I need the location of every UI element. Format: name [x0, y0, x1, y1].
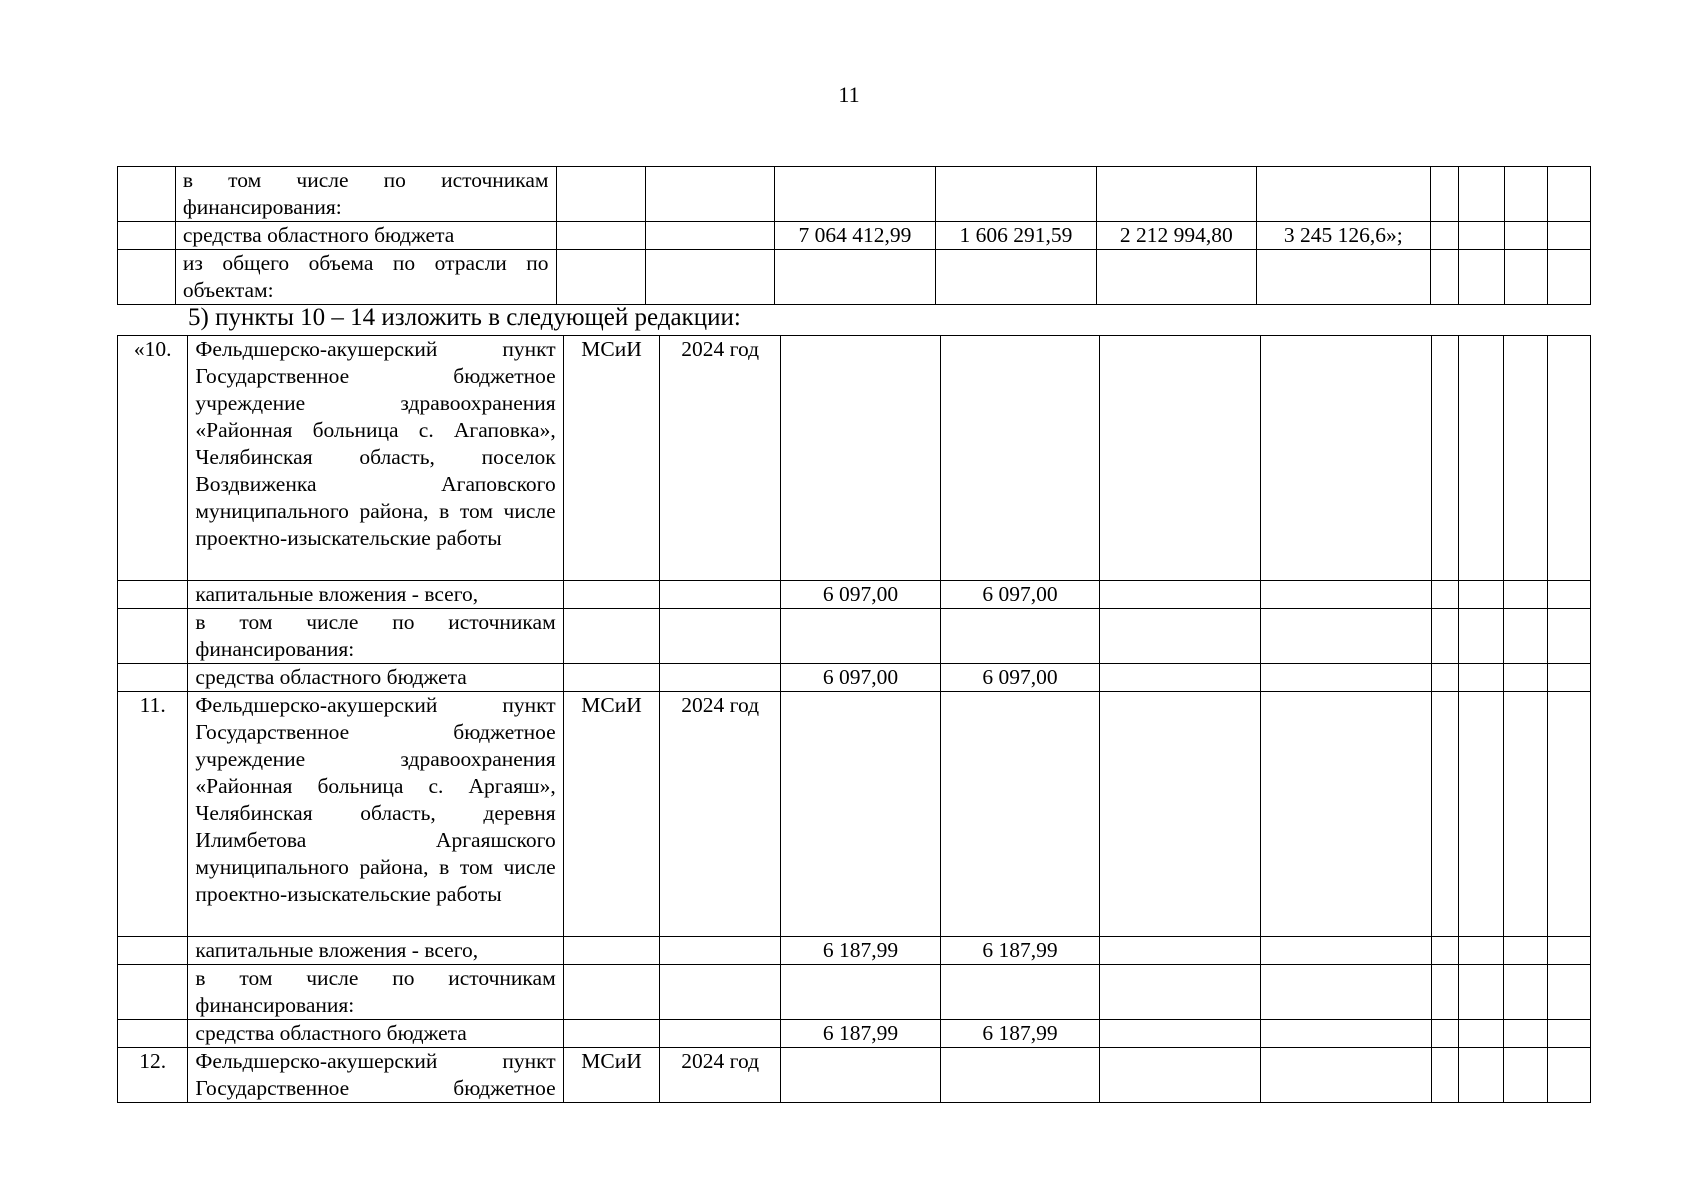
table-row: [118, 581, 1591, 609]
row-label: средства областного бюджета: [188, 664, 563, 692]
cell-value: 6 187,99: [781, 937, 941, 965]
table-row: [118, 965, 1591, 1020]
table-row: [118, 692, 1591, 937]
cell-value: 6 097,00: [940, 581, 1099, 609]
row-label: средства областного бюджета: [175, 222, 556, 250]
period: 2024 год: [660, 692, 781, 937]
object-name: Фельдшерско-акушерский пункт Государственное бюджетное учреждение здравоохранения «Районная больница с. Аргаяш», Челябинская область, деревня Илимбетова Аргаяшского муниципального района, в том числе проектно-изыскательские работы: [188, 692, 563, 937]
period: 2024 год: [660, 336, 781, 581]
page-number: 11: [838, 82, 860, 107]
object-name: Фельдшерско-акушерский пункт Государственное бюджетное: [188, 1048, 563, 1103]
responsible-org: МСиИ: [563, 1048, 660, 1103]
cell-value: 6 097,00: [781, 581, 941, 609]
section-heading: 5) пункты 10 – 14 изложить в следующей редакции:: [188, 304, 741, 331]
cell-value: 7 064 412,99: [774, 222, 935, 250]
row-label: в том числе по источникам финансирования:: [175, 167, 556, 222]
object-name: Фельдшерско-акушерский пункт Государственное бюджетное учреждение здравоохранения «Районная больница с. Агаповка», Челябинская область, поселок Воздвиженка Агаповского муниципального района, в том числе проектно-изыскательские работы: [188, 336, 563, 581]
cell-value: 1 606 291,59: [936, 222, 1096, 250]
table-row: [118, 609, 1591, 664]
cell-value: 6 097,00: [940, 664, 1099, 692]
table-row: [118, 664, 1591, 692]
cell-value: 3 245 126,6»;: [1256, 222, 1430, 250]
cell-value: 6 187,99: [940, 937, 1099, 965]
item-number: 11.: [118, 692, 188, 937]
responsible-org: МСиИ: [563, 336, 660, 581]
table-row: [118, 937, 1591, 965]
cell-value: 2 212 994,80: [1096, 222, 1256, 250]
row-label: капитальные вложения - всего,: [188, 937, 563, 965]
item-number: 12.: [118, 1048, 188, 1103]
table-row: [118, 1048, 1591, 1103]
responsible-org: МСиИ: [563, 692, 660, 937]
table-row: [118, 250, 1591, 305]
row-label: средства областного бюджета: [188, 1020, 563, 1048]
row-label: капитальные вложения - всего,: [188, 581, 563, 609]
table-row: [118, 222, 1591, 250]
cell-value: 6 187,99: [940, 1020, 1099, 1048]
item-number: «10.: [118, 336, 188, 581]
objects-table: [117, 335, 1591, 1103]
table-row: [118, 336, 1591, 581]
row-label: из общего объема по отрасли по объектам:: [175, 250, 556, 305]
cell-value: 6 187,99: [781, 1020, 941, 1048]
table-row: [118, 167, 1591, 222]
table-row: [118, 1020, 1591, 1048]
row-label: в том числе по источникам финансирования:: [188, 965, 563, 1020]
continuation-table: [117, 166, 1591, 305]
row-label: в том числе по источникам финансирования:: [188, 609, 563, 664]
cell-value: 6 097,00: [781, 664, 941, 692]
period: 2024 год: [660, 1048, 781, 1103]
